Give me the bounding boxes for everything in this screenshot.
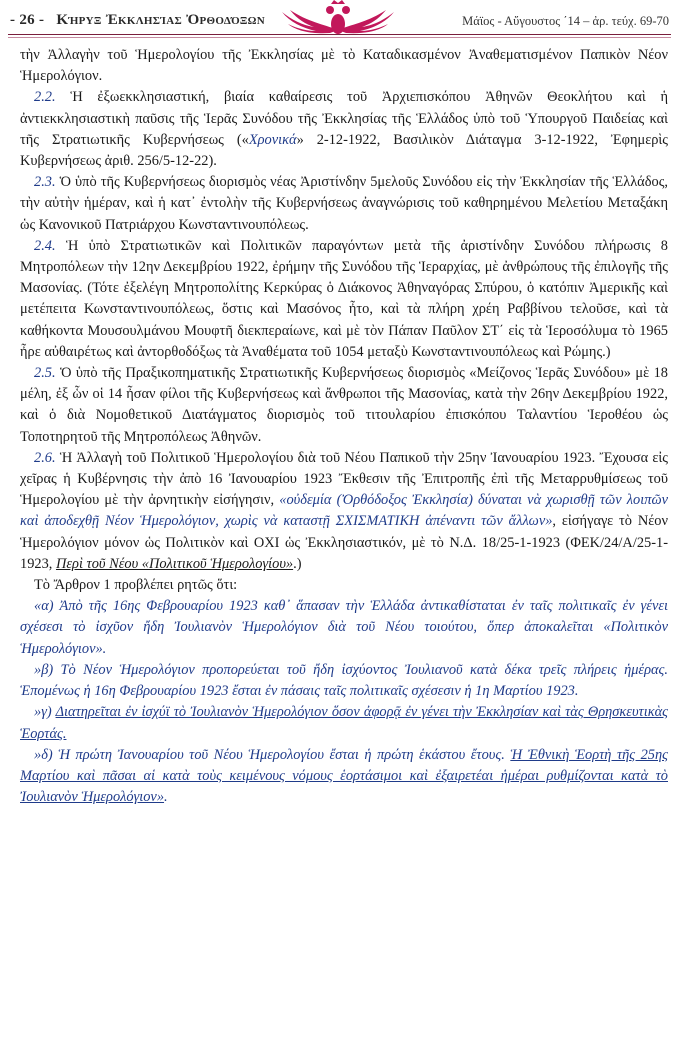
- issue-info: Μάϊος - Αὔγουστος ΄14 – ἀρ. τεύχ. 69-70: [462, 14, 669, 28]
- paragraph-number: 2.3.: [34, 174, 56, 191]
- paragraph-text-mid: , εἰσήγαγε τὸ Νέον Ἡμερολόγιον μόνον ὡς Πολιτικὸν καὶ ΟΧΙ ὡς Ἐκκλησιαστικόν, μὲ τὸ Ν.Δ. 18/25-1-1923 (ΦΕΚ/24/Α/25-1-1923,: [20, 513, 668, 572]
- article-1-c: [20, 702, 668, 744]
- paragraph-number: 2.5.: [34, 365, 56, 382]
- paragraph-text: Ἡ Ἀλλαγὴ τοῦ Πολιτικοῦ Ἡμερολογίου διὰ τοῦ Νέου Παπικοῦ τὴν 25ην Ἰανουαρίου 1923. Ἔχουσα εἰς χεῖρας ἡ Κυβέρνησις τὴν ἀπὸ 16 Ἰανουαρίου 1923 Ἔκθεσιν τῆς Ἐπιτροπῆς ἐπὶ τῆς Μεταρρυθμίσεως τοῦ Ἡμερολογίου μὲ τὴν ἀρνητικὴν εἰσήγησιν,: [20, 449, 668, 509]
- header-rule: [8, 34, 671, 35]
- paragraph-number: 2.4.: [34, 237, 56, 254]
- clause-prefix: »γ): [34, 704, 56, 721]
- paragraph-number: 2.6.: [34, 449, 56, 466]
- committee-quote: «οὐδεμία (Ὀρθόδοξος Ἐκκλησία) δύναται νὰ χωρισθῇ τῶν λοιπῶν καὶ ἀποδεχθῇ Νέον Ἡμερολόγιον, χωρὶς νὰ καταστῇ ΣΧΙΣΜΑΤΙΚΗ ἀπέναντι τῶν ἄλλων»: [20, 492, 668, 530]
- paragraph-text: Ὁ ὑπὸ τῆς Πραξικοπηματικῆς Στρατιωτικῆς Κυβερνήσεως διορισμὸς «Μείζονος Ἱερᾶς Συνόδου» μὲ 18 μέλη, ἐξ ὧν οἱ 14 ἦσαν φίλοι τῆς Κυβερνήσεως καὶ ἄνθρωποι τῆς Μασονίας, κατὰ τὴν 26ην Δεκεμβρίου 1922, καὶ ὁ διὰ Νομοθετικοῦ Διατάγματος διορισμὸς τοῦ τιτουλαρίου ἐπισκόπου Ταλαντίου Ἱεροθέου ὡς Τοποτηρητοῦ τῆς Μητροπόλεως Ἀθηνῶν.: [20, 365, 668, 445]
- clause-end: .: [164, 789, 168, 806]
- article-1-d: [20, 745, 668, 809]
- article-1-intro: Τὸ Ἄρθρον 1 προβλέπει ρητῶς ὅτι:: [34, 577, 238, 594]
- header-left: [10, 12, 265, 29]
- article-body: [20, 45, 668, 808]
- intro-paragraph: τὴν Ἀλλαγὴν τοῦ Ἡμερολογίου τῆς Ἐκκλησίας μὲ τὸ Καταδικασμένον Ἀναθεματισμένον Παπικὸν Νέον Ἡμερολόγιον.: [20, 47, 668, 85]
- paragraph-text-end: .): [293, 555, 302, 572]
- paragraph-2-6: [20, 448, 668, 575]
- paragraph-2-5: [20, 363, 668, 448]
- paragraph-number: 2.2.: [34, 89, 56, 106]
- paragraph-text-end: » 2-12-1922, Βασιλικὸν Διάταγμα 3-12-1922, Ἐφημερὶς Κυβερνήσεως ἀριθ. 256/5-12-22).: [20, 131, 668, 170]
- clause-prefix: »δ) Ἡ πρώτη Ἰανουαρίου τοῦ Νέου Ἡμερολογίου ἔσται ἡ πρώτη ἑκάστου ἔτους.: [34, 746, 511, 763]
- paragraph-text: Ἡ ἐξωεκκλησιαστική, βιαία καθαίρεσις τοῦ Ἀρχιεπισκόπου Ἀθηνῶν Θεοκλήτου καὶ ἡ ἀντιεκκλησιαστικὴ παῦσις τῆς Ἱερᾶς Συνόδου τῆς Ἐκκλησίας τῆς Ἑλλάδος ὑπὸ τοῦ Ὑπουργοῦ Παιδείας καὶ τῆς Στρατιωτικῆς Κυβερνήσεως («: [20, 89, 668, 148]
- paragraph-text: Ἡ ὑπὸ Στρατιωτικῶν καὶ Πολιτικῶν παραγόντων μετὰ τῆς ἀριστίνδην Συνόδου πλήρωσις 8 Μητροπόλεων τὴν 12ην Δεκεμβρίου 1922, ἐρήμην τῆς Συνόδου τῆς Ἱεραρχίας, μὲ ἀνθρώπους τῆς ἐπιλογῆς τῆς Μασονίας. (Τότε ἐξελέγη Μητροπολίτης Κερκύρας ὁ Διάκονος Ἀθηναγόρας Σπύρου, ὁ κατόπιν Ἀμερικῆς καὶ μετέπειτα Κωνσταντινουπόλεως, ὅστις καὶ Μασόνος ἦτο, καὶ τὰ πλήρη χρέη Ραββίνου τελοῦσε, καὶ τὰ καθήκοντα Μουσουλμάνου Μουφτῆ διεκπεραίωνε, καὶ μὲ τὸν Πάπαν Παῦλον ΣΤ΄ εἰς τὰ Ἱεροσόλυμα τὸ 1965 ἦρε αὐθαιρέτως καὶ ἀντορθοδόξως τὰ Ἀναθέματα τοῦ 1054 μεταξὺ Κωνσταντινουπόλεως καὶ Ρώμης.): [20, 237, 668, 360]
- paragraph-2-3: [20, 172, 668, 236]
- paragraph-2-2: [20, 87, 668, 172]
- article-1-b: »β) Τὸ Νέον Ἡμερολόγιον προπορεύεται τοῦ ἤδη ἰσχύοντος Ἰουλιανοῦ κατὰ δέκα τρεῖς πλήρεις ἡμέρας. Ἑπομένως ἡ 16η Φεβρουαρίου 1923 ἔσται ἐν πάσαις ταῖς πολιτικαῖς σχέσεσιν ἡ 1η Μαρτίου 1923.: [20, 661, 668, 700]
- article-1-a: «α) Ἀπὸ τῆς 16ης Φεβρουαρίου 1923 καθ᾽ ἅπασαν τὴν Ἑλλάδα ἀντικαθίσταται ἐν ταῖς πολιτικαῖς ἐν γένει σχέσεσι τὸ ἰσχῦον ἤδη Ἰουλιανὸν Ἡμερολόγιον διὰ τοῦ Νέου τοιούτου, ὅπερ ἀποκαλεῖται «Πολιτικὸν Ἡμερολόγιον».: [20, 598, 668, 657]
- journal-title: Κήρυξ Ἐκκλησίας Ὀρθοδόξων: [56, 12, 266, 28]
- header-rule-secondary: [8, 37, 671, 38]
- paragraph-text: Ὁ ὑπὸ τῆς Κυβερνήσεως διορισμὸς νέας Ἀριστίνδην 5μελοῦς Συνόδου εἰς τὴν Ἐκκλησίαν τῆς Ἑλλάδος, τὴν αὐτὴν ἡμέραν, καὶ ἡ κατ᾽ ἐντολὴν τῆς Κυβερνήσεως ἀναγνώρισις τοῦ καθηρημένου Μελετίου Μεταξάκη ὡς Κανονικοῦ Πατριάρχου Κωνσταντινουπόλεως.: [20, 174, 668, 233]
- law-title: Περὶ τοῦ Νέου «Πολιτικοῦ Ἡμερολογίου»: [55, 555, 294, 572]
- clause-text: Διατηρεῖται ἐν ἰσχύϊ τὸ Ἰουλιανὸν Ἡμερολόγιον ὅσον ἀφορᾷ ἐν γένει τὴν Ἐκκλησίαν καὶ τὰς Θρησκευτικὰς Ἑορτάς.: [20, 704, 669, 742]
- double-headed-eagle-icon: [268, 0, 408, 36]
- page-header: [0, 0, 679, 40]
- chronika-title: Χρονικά: [248, 131, 297, 148]
- page-number: - 26 -: [10, 12, 45, 28]
- paragraph-2-4: [20, 236, 668, 363]
- clause-text: Ἡ Ἐθνικὴ Ἑορτὴ τῆς 25ης Μαρτίου καὶ πᾶσαι αἱ κατὰ τοὺς κειμένους νόμους ἑορτάσιμοι καὶ ἐξαιρετέαι ἡμέραι ρυθμίζονται κατὰ τὸ Ἰουλιανὸν Ἡμερολόγιον»: [20, 746, 668, 806]
